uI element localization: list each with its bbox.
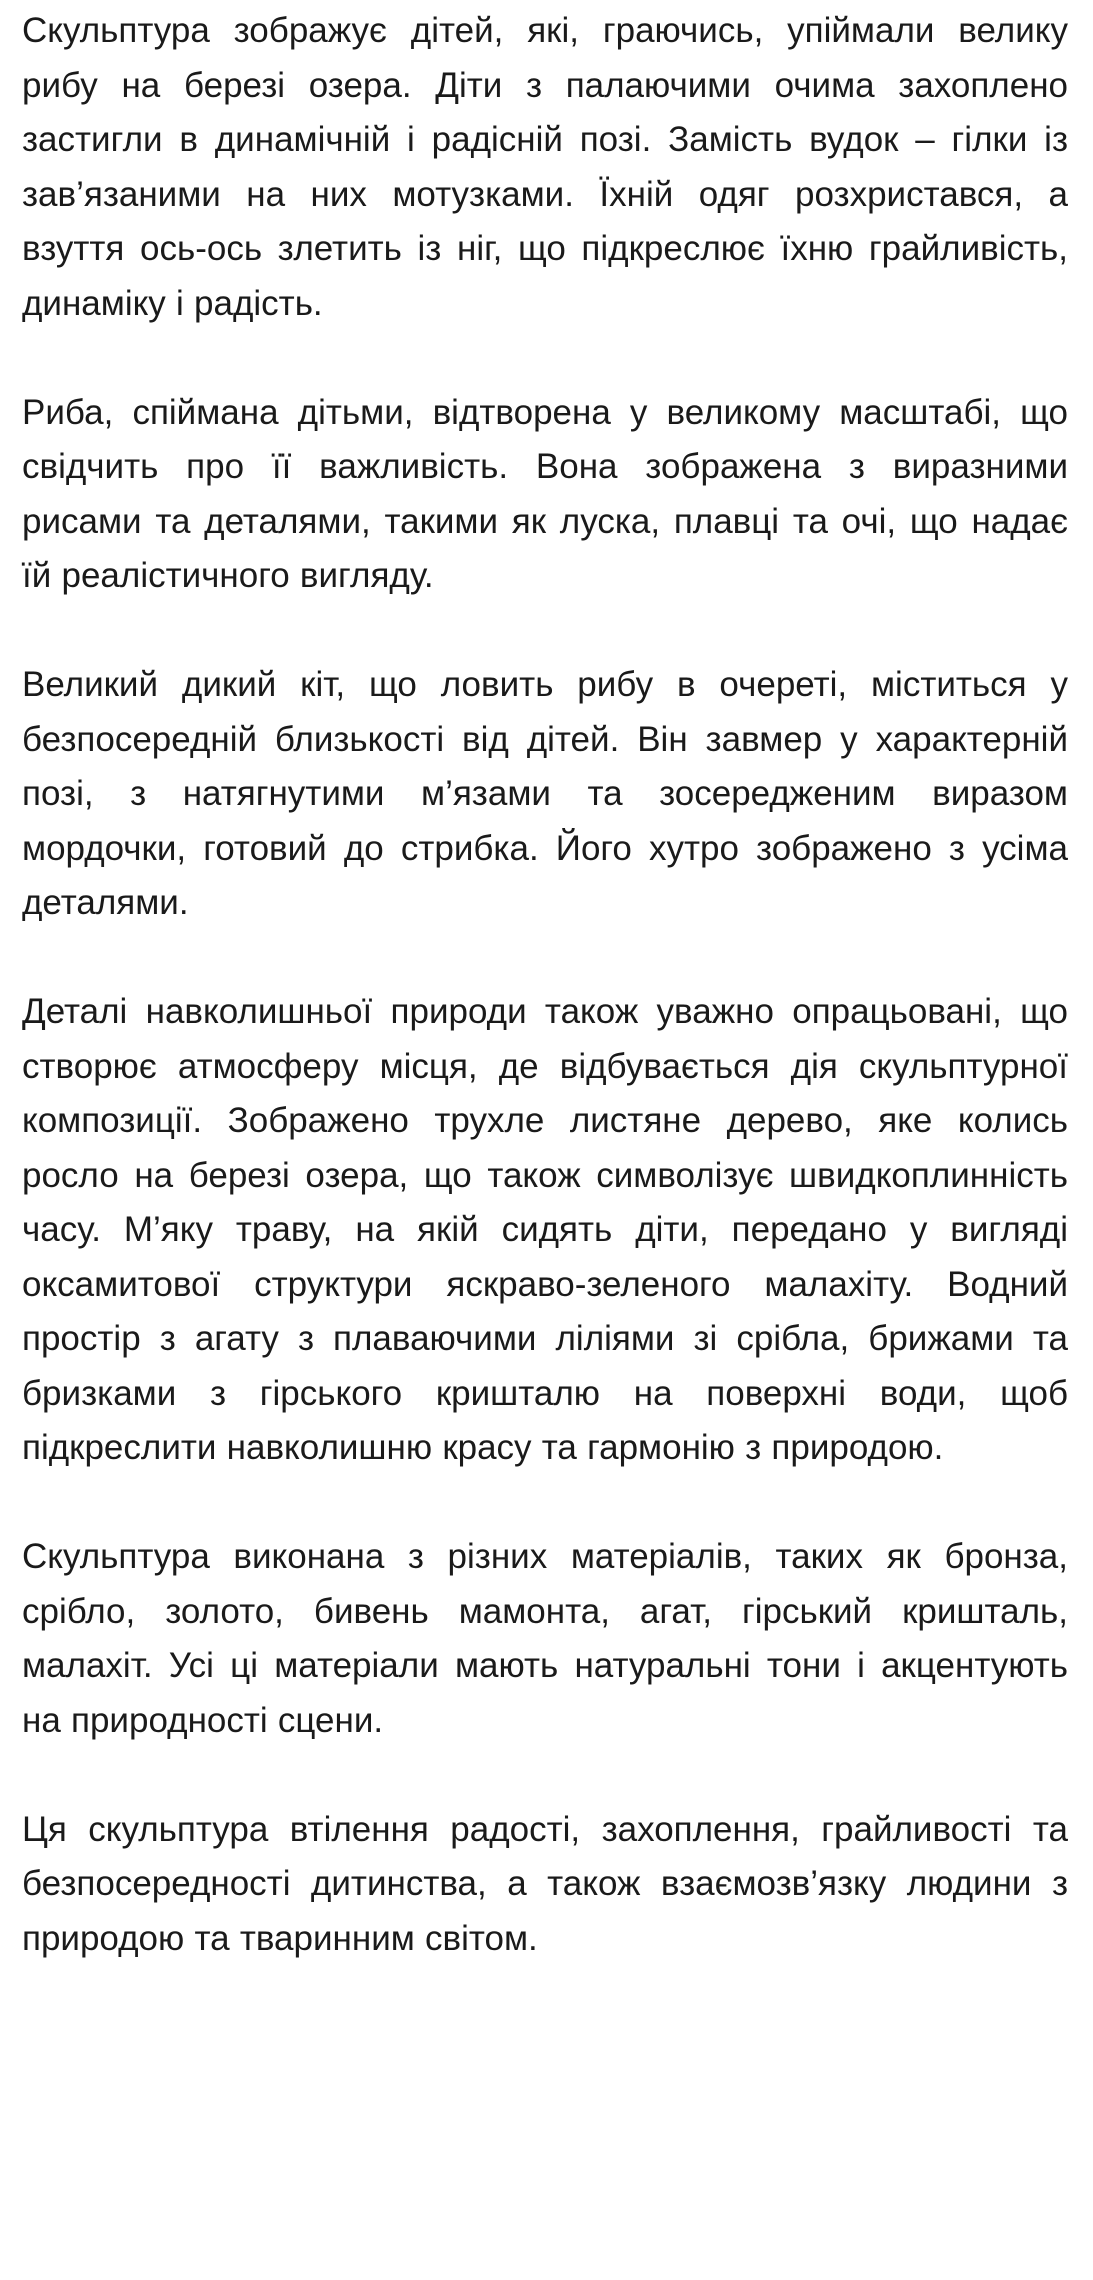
article-body (22, 4, 1068, 2021)
paragraph-nature-details: Деталі навколишньої природи також уважно опрацьовані, що створює атмосферу місця, де відбувається дія скульптурної композиції. Зображено трухле листяне дерево, яке колись росло на березі озера, що також символізує швидкоплинність часу. М’яку траву, на якій сидять діти, передано у вигляді оксамитової структури яскраво-зеленого малахіту. Водний простір з агату з плаваючими ліліями зі срібла, брижами та бризками з гірського кришталю на поверхні води, щоб підкреслити навколишню красу та гармонію з природою. (22, 992, 1068, 1467)
paragraph-materials: Скульптура виконана з різних матеріалів, таких як бронза, срібло, золото, бивень мамонта, агат, гірський кришталь, малахіт. Усі ці матеріали мають натуральні тони і акцентують на природності сцени. (22, 1537, 1068, 1740)
paragraph-conclusion: Ця скульптура втілення радості, захоплення, грайливості та безпосередності дитинства, а також взаємозв’язку людини з природою та тваринним світом. (22, 1809, 1068, 1958)
paragraph-fish: Риба, спіймана дітьми, відтворена у великому масштабі, що свідчить про її важливість. Вона зображена з виразними рисами та деталями, такими як луска, плавці та очі, що надає їй реалістичного вигляду. (22, 392, 1068, 595)
paragraph-wild-cat: Великий дикий кіт, що ловить рибу в очереті, міститься у безпосередній близькості від дітей. Він завмер у характерній позі, з натягнутими м’язами та зосередженим виразом мордочки, готовий до стрибка. Його хутро зображено з усіма деталями. (22, 665, 1068, 922)
paragraph-children-scene: Скульптура зображує дітей, які, граючись, упіймали велику рибу на березі озера. Діти з палаючими очима захоплено застигли в динамічній і радісній позі. Замість вудок – гілки із зав’язаними на них мотузками. Їхній одяг розхристався, а взуття ось-ось злетить із ніг, що підкреслює їхню грайливість, динаміку і радість. (22, 11, 1068, 323)
